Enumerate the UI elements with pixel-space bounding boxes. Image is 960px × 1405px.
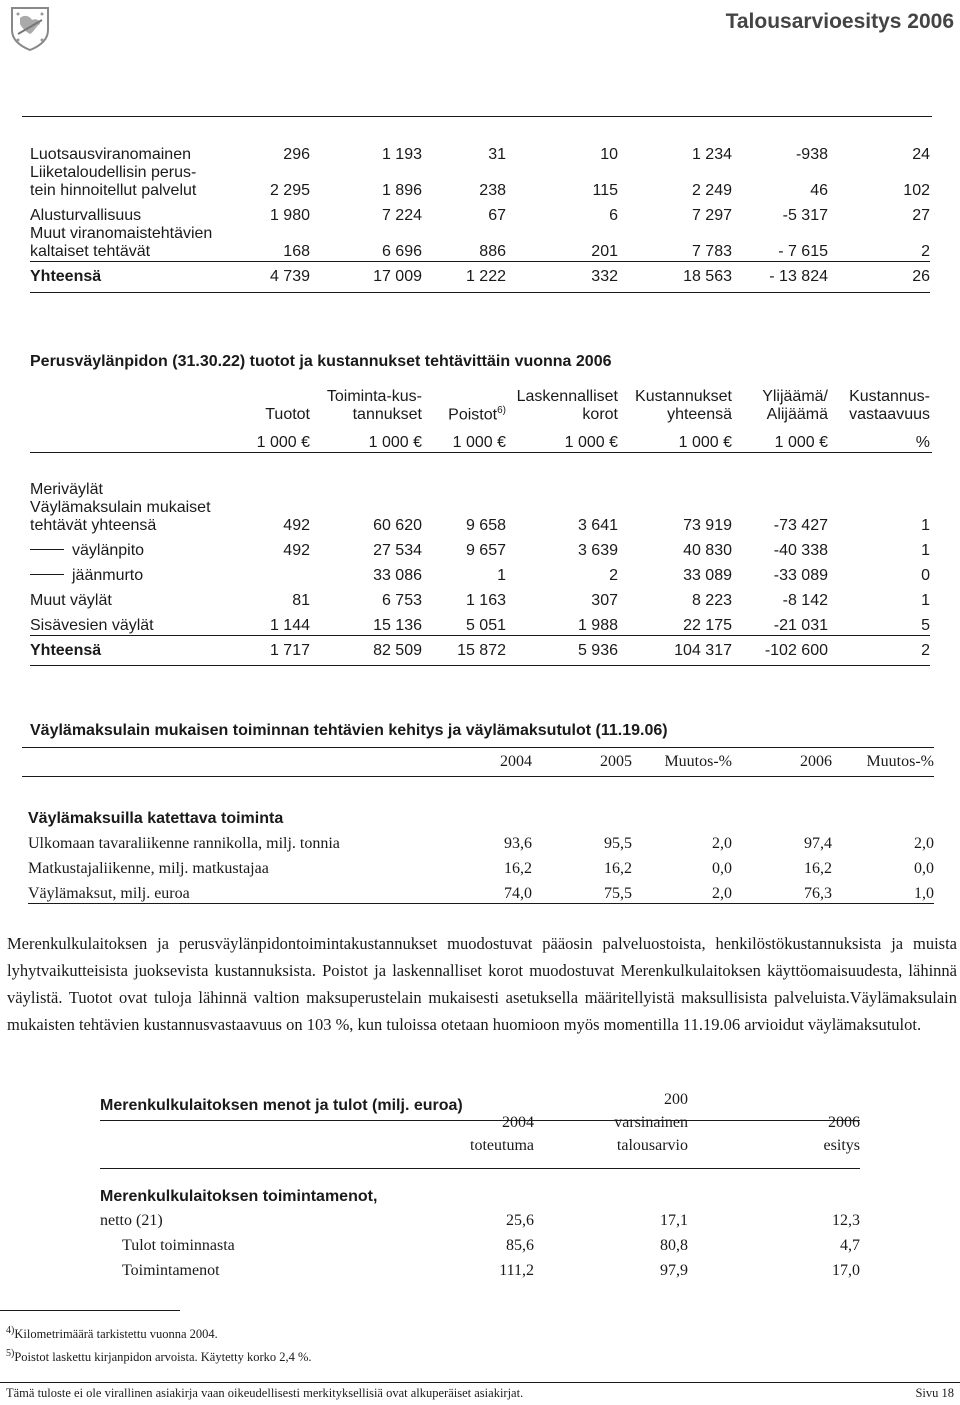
row-label: Väylämaksut, milj. euroa bbox=[28, 878, 424, 904]
cell-value: 5 051 bbox=[422, 610, 506, 636]
cell-value: 7 297 bbox=[691, 207, 732, 224]
row-label bbox=[30, 164, 230, 200]
cell-value: 76,3 bbox=[732, 878, 832, 904]
row-label bbox=[30, 585, 230, 610]
total-label: Yhteensä bbox=[30, 262, 230, 293]
footnote-1 bbox=[6, 1325, 218, 1342]
table-row bbox=[30, 225, 930, 262]
cell-value: 1 896 bbox=[381, 182, 422, 199]
cell-value: 2,0 bbox=[712, 835, 732, 852]
footer-note: Tämä tuloste ei ole virallinen asiakirja vaan oikeudellisesti merkityksellisiä ovat alkuperäiset asiakirjat. bbox=[6, 1386, 524, 1400]
column-header-line: Tuotot bbox=[265, 406, 310, 423]
cell-value: 201 bbox=[591, 243, 618, 260]
column-header-line: Laskennalliset bbox=[516, 388, 618, 405]
group-label: Meriväylät bbox=[30, 481, 103, 498]
cell-value: 6 696 bbox=[381, 243, 422, 260]
column-header-line bbox=[230, 388, 310, 406]
unit-label: 1 000 € bbox=[368, 434, 422, 451]
column-header-line: Toiminta-kus- bbox=[326, 388, 422, 405]
cell-value: 3 639 bbox=[577, 542, 618, 559]
table-row bbox=[28, 853, 934, 878]
cell-value: 81 bbox=[292, 592, 310, 609]
table-row bbox=[30, 535, 930, 560]
total-value: 104 317 bbox=[618, 636, 732, 666]
mid-table-title: Perusväylänpidon (31.30.22) tuotot ja kustannukset tehtävittäin vuonna 2006 bbox=[30, 353, 612, 370]
cell-value: 1 144 bbox=[230, 610, 310, 636]
cell-value: 2,0 bbox=[632, 878, 732, 904]
footnote-rule bbox=[0, 1310, 180, 1311]
cell-value: 33 089 bbox=[683, 567, 732, 584]
cell-value: 97,4 bbox=[804, 835, 832, 852]
row-label-line: Väylämaksulain mukaiset bbox=[30, 499, 211, 516]
cell-value: -40 338 bbox=[773, 542, 828, 559]
cell-value: 25,6 bbox=[506, 1212, 534, 1229]
row-label bbox=[30, 560, 230, 585]
table-total-row bbox=[30, 262, 930, 293]
column-header bbox=[230, 378, 310, 424]
unit-label: 1 000 € bbox=[564, 434, 618, 451]
cell-value: 46 bbox=[810, 182, 828, 199]
column-header-line: 200 bbox=[664, 1091, 688, 1108]
row-label bbox=[30, 200, 230, 225]
column-header bbox=[422, 378, 506, 424]
cell-value: 492 bbox=[283, 542, 310, 559]
document-header-title: Talousarvioesitys 2006 bbox=[725, 10, 954, 33]
column-header bbox=[506, 378, 618, 424]
column-header-line bbox=[688, 1091, 860, 1114]
cell-value: 16,2 bbox=[804, 860, 832, 877]
cell-value: -8 142 bbox=[782, 592, 828, 609]
units-spacer bbox=[30, 424, 230, 452]
cell-value: 2 295 bbox=[269, 182, 310, 199]
column-header bbox=[618, 378, 732, 424]
cell-value: 85,6 bbox=[506, 1237, 534, 1254]
total-value: 5 936 bbox=[506, 636, 618, 666]
table-row bbox=[30, 499, 930, 535]
row-label-line: kaltaiset tehtävät bbox=[30, 243, 151, 260]
total-value: 18 563 bbox=[618, 262, 732, 293]
column-header: 2006 bbox=[800, 752, 832, 770]
cell-value: 6 bbox=[609, 207, 618, 224]
cell-value: 27 534 bbox=[373, 542, 422, 559]
cell-value: 31 bbox=[488, 146, 506, 163]
row-label-line: Sisävesien väylät bbox=[30, 617, 154, 634]
column-header bbox=[430, 1088, 534, 1160]
column-header bbox=[688, 1088, 860, 1160]
cell-value: 238 bbox=[479, 182, 506, 199]
mid-table bbox=[30, 378, 930, 452]
mid-units-row bbox=[30, 424, 930, 452]
cell-value: 0 bbox=[921, 567, 931, 584]
cell-value bbox=[230, 560, 310, 585]
row-label-line: Liiketaloudellisin perus- bbox=[30, 164, 197, 181]
footnote-1-marker: 4) bbox=[6, 1325, 15, 1336]
column-header-line: tannukset bbox=[352, 406, 422, 423]
unit-label: 1 000 € bbox=[256, 434, 310, 451]
cell-value: 27 bbox=[912, 207, 930, 224]
cell-value: 93,6 bbox=[504, 835, 532, 852]
header-spacer bbox=[100, 1088, 430, 1160]
cell-value: 307 bbox=[591, 592, 618, 609]
column-header-line bbox=[430, 1091, 534, 1114]
footnote-2 bbox=[6, 1348, 312, 1365]
cell-value: 12,3 bbox=[832, 1212, 860, 1229]
dash-mark bbox=[30, 549, 64, 550]
table-row bbox=[28, 828, 934, 853]
column-header-line bbox=[422, 387, 506, 405]
section-label: Väylämaksuilla katettava toiminta bbox=[28, 810, 284, 827]
column-header-line: Kustannus- bbox=[849, 388, 930, 405]
table-row bbox=[100, 1230, 860, 1255]
table-row bbox=[30, 200, 930, 225]
row-label bbox=[30, 610, 230, 636]
cell-value: 17,0 bbox=[832, 1262, 860, 1279]
row-label-line: Luotsausviranomainen bbox=[30, 146, 191, 163]
cell-value: 73 919 bbox=[683, 517, 732, 534]
row-label: Toimintamenot bbox=[122, 1262, 220, 1279]
cell-value: 296 bbox=[283, 146, 310, 163]
column-header: 2005 bbox=[600, 752, 632, 770]
cell-value: 3 641 bbox=[577, 517, 618, 534]
table-row bbox=[100, 1255, 860, 1280]
cell-value: 9 658 bbox=[465, 517, 506, 534]
cell-value: 33 086 bbox=[373, 567, 422, 584]
section-label-row bbox=[28, 803, 934, 828]
cell-value: 2,0 bbox=[914, 835, 935, 852]
row-label bbox=[30, 535, 230, 560]
group-label-row bbox=[30, 474, 930, 499]
footnote-2-marker: 5) bbox=[6, 1348, 15, 1359]
cell-value: 7 783 bbox=[691, 243, 732, 260]
cell-value: 16,2 bbox=[504, 860, 532, 877]
cell-value: 1 234 bbox=[691, 146, 732, 163]
cell-value: 40 830 bbox=[683, 542, 732, 559]
row-label-line: tehtävät yhteensä bbox=[30, 517, 157, 534]
cell-value: 1 bbox=[921, 592, 931, 609]
section-label-line: Merenkulkulaitoksen toimintamenot, bbox=[100, 1188, 378, 1205]
table-row bbox=[30, 610, 930, 636]
cell-value: 7 224 bbox=[381, 207, 422, 224]
cell-value: 8 223 bbox=[691, 592, 732, 609]
coat-of-arms-logo bbox=[6, 4, 54, 52]
dash-mark bbox=[30, 574, 64, 575]
header-spacer bbox=[30, 378, 230, 424]
cell-value: 95,5 bbox=[604, 835, 632, 852]
total-value: 26 bbox=[828, 262, 930, 293]
cell-value: 0,0 bbox=[712, 860, 732, 877]
cell-value: 17,1 bbox=[660, 1212, 688, 1229]
cell-value: -33 089 bbox=[773, 567, 828, 584]
cell-value: 74,0 bbox=[424, 878, 532, 904]
cell-value: 75,5 bbox=[532, 878, 632, 904]
row-label bbox=[30, 138, 230, 164]
cell-value: 492 bbox=[283, 517, 310, 534]
row-label bbox=[30, 499, 230, 535]
cell-value: -938 bbox=[795, 146, 828, 163]
cell-value: 2 bbox=[921, 243, 930, 260]
column-header-line bbox=[422, 405, 506, 424]
cell-value: 67 bbox=[488, 207, 506, 224]
expense-table-rule-header bbox=[100, 1168, 860, 1169]
fee-header-row bbox=[28, 748, 934, 775]
cell-value: 886 bbox=[479, 243, 506, 260]
column-header-line: esitys bbox=[823, 1137, 860, 1154]
footer-page-number: Sivu 18 bbox=[915, 1386, 954, 1400]
cell-value: -5 317 bbox=[782, 207, 828, 224]
column-header-line: korot bbox=[582, 406, 618, 423]
row-label-line: Alusturvallisuus bbox=[30, 207, 142, 224]
cell-value: 5 bbox=[828, 610, 930, 636]
total-value: 1 717 bbox=[230, 636, 310, 666]
cell-value: 1 988 bbox=[506, 610, 618, 636]
total-value: 2 bbox=[828, 636, 930, 666]
total-value: - 13 824 bbox=[732, 262, 828, 293]
column-header-line: talousarvio bbox=[616, 1137, 688, 1154]
row-label-line: Muut viranomaistehtävien bbox=[30, 225, 213, 242]
column-header-line: varsinainen bbox=[614, 1114, 688, 1131]
cell-value: - 7 615 bbox=[778, 243, 828, 260]
cell-value: 10 bbox=[600, 146, 618, 163]
mid-header-row bbox=[30, 378, 930, 424]
column-header-line: Ylijäämä/ bbox=[762, 388, 828, 405]
cell-value: 1 bbox=[497, 567, 506, 584]
total-value: 17 009 bbox=[310, 262, 422, 293]
column-header bbox=[732, 378, 828, 424]
unit-label: 1 000 € bbox=[774, 434, 828, 451]
row-label-line: Muut väylät bbox=[30, 592, 112, 609]
column-header-line: Alijäämä bbox=[766, 406, 828, 423]
mid-table-rule-header bbox=[30, 452, 932, 453]
cell-value: 6 753 bbox=[381, 592, 422, 609]
unit-label: % bbox=[915, 434, 930, 451]
row-label bbox=[30, 225, 230, 262]
row-label-text: väylänpito bbox=[72, 542, 145, 559]
header-spacer bbox=[28, 748, 424, 775]
mid-table-body bbox=[30, 474, 930, 666]
column-header-line: yhteensä bbox=[667, 406, 732, 423]
cell-value: 1 163 bbox=[465, 592, 506, 609]
row-label-line: tein hinnoitellut palvelut bbox=[30, 182, 197, 199]
cell-value: 24 bbox=[912, 146, 930, 163]
cell-value: 16,2 bbox=[604, 860, 632, 877]
column-header-text: Poistot bbox=[448, 406, 498, 423]
total-value: -102 600 bbox=[732, 636, 828, 666]
column-header-line: Kustannukset bbox=[635, 388, 732, 405]
expense-table bbox=[100, 1088, 860, 1160]
cell-value: 0,0 bbox=[914, 860, 935, 877]
total-label: Yhteensä bbox=[30, 636, 230, 666]
cell-value: 80,8 bbox=[660, 1237, 688, 1254]
footer-rule bbox=[0, 1382, 960, 1383]
total-value: 332 bbox=[506, 262, 618, 293]
fee-table-title: Väylämaksulain mukaisen toiminnan tehtävien kehitys ja väylämaksutulot (11.19.06) bbox=[30, 722, 668, 739]
unit-label: 1 000 € bbox=[452, 434, 506, 451]
total-value: 4 739 bbox=[230, 262, 310, 293]
row-label: Tulot toiminnasta bbox=[122, 1237, 235, 1254]
total-value: 1 222 bbox=[422, 262, 506, 293]
top-table bbox=[30, 138, 930, 293]
cell-value: 15 136 bbox=[310, 610, 422, 636]
cell-value: 1,0 bbox=[832, 878, 934, 904]
cell-value: 1 bbox=[921, 517, 931, 534]
cell-value: 9 657 bbox=[465, 542, 506, 559]
section-label-line: netto (21) bbox=[100, 1212, 163, 1229]
total-value: 82 509 bbox=[310, 636, 422, 666]
expense-table-body bbox=[100, 1188, 860, 1280]
cell-value: 1 193 bbox=[381, 146, 422, 163]
row-label-text: jäänmurto bbox=[72, 567, 144, 584]
cell-value: 97,9 bbox=[660, 1262, 688, 1279]
column-header bbox=[310, 378, 422, 424]
cell-value: 2 bbox=[609, 567, 618, 584]
cell-value: 4,7 bbox=[840, 1237, 860, 1254]
cell-value: 102 bbox=[903, 182, 930, 199]
row-label: Ulkomaan tavaraliikenne rannikolla, milj. tonnia bbox=[28, 835, 340, 852]
table-row bbox=[30, 560, 930, 585]
column-header-line: vastaavuus bbox=[849, 406, 930, 423]
cell-value: 168 bbox=[283, 243, 310, 260]
column-header bbox=[534, 1088, 688, 1160]
column-header-line: toteutuma bbox=[470, 1137, 534, 1154]
body-paragraph: Merenkulkulaitoksen ja perusväylänpidontoimintakustannukset muodostuvat pääosin palveluostoista, henkilöstökustannuksista ja muista lyhytvaikutteisista juoksevista kustannuksista. Poistot ja laskennalliset korot muodostuvat Merenkulkulaitoksen käyttöomaisuudesta, lähinnä väylistä. Tuotot ovat tuloja lähinnä valtion maksuperustelain mukaisesti asetuksella määritellyistä maksullisista palveluista.Väylämaksulain mukaisten tehtävien kustannusvastaavuus on 103 %, kun tuloissa otetaan huomioon myös momentilla 11.19.06 arvioidut väylämaksutulot. bbox=[7, 934, 957, 1034]
section-row bbox=[100, 1188, 860, 1230]
footnote-1-text: Kilometrimäärä tarkistettu vuonna 2004. bbox=[14, 1327, 218, 1342]
table-row bbox=[30, 164, 930, 200]
column-header: Muutos-% bbox=[664, 752, 732, 770]
fee-table-body bbox=[28, 803, 934, 904]
unit-label: 1 000 € bbox=[678, 434, 732, 451]
expense-header-row bbox=[100, 1088, 860, 1160]
cell-value: 22 175 bbox=[618, 610, 732, 636]
cell-value: 2 249 bbox=[691, 182, 732, 199]
footnote-2-text: Poistot laskettu kirjanpidon arvoista. Käytetty korko 2,4 %. bbox=[14, 1350, 312, 1365]
cell-value: 60 620 bbox=[373, 517, 422, 534]
footnote-marker: 6) bbox=[497, 404, 506, 416]
top-table-rule-top bbox=[22, 116, 932, 117]
table-total-row bbox=[30, 636, 930, 666]
column-header bbox=[828, 378, 930, 424]
fee-table bbox=[28, 748, 934, 775]
cell-value: 1 bbox=[921, 542, 931, 559]
column-header-line: 2006 bbox=[828, 1114, 860, 1131]
table-row bbox=[30, 138, 930, 164]
fee-table-rule-header bbox=[22, 776, 934, 777]
column-header: Muutos-% bbox=[866, 752, 934, 770]
expense-table-title: Merenkulkulaitoksen menot ja tulot (milj. euroa) bbox=[100, 1097, 463, 1114]
column-header-line: 2004 bbox=[502, 1114, 534, 1131]
table-row bbox=[28, 878, 934, 904]
total-value: 15 872 bbox=[422, 636, 506, 666]
section-label bbox=[100, 1188, 430, 1230]
cell-value: -21 031 bbox=[732, 610, 828, 636]
cell-value: -73 427 bbox=[773, 517, 828, 534]
row-label: Matkustajaliikenne, milj. matkustajaa bbox=[28, 860, 269, 877]
column-header: 2004 bbox=[500, 752, 532, 770]
table-row bbox=[30, 585, 930, 610]
cell-value: 1 980 bbox=[269, 207, 310, 224]
cell-value: 111,2 bbox=[499, 1262, 534, 1279]
cell-value: 115 bbox=[592, 182, 618, 199]
